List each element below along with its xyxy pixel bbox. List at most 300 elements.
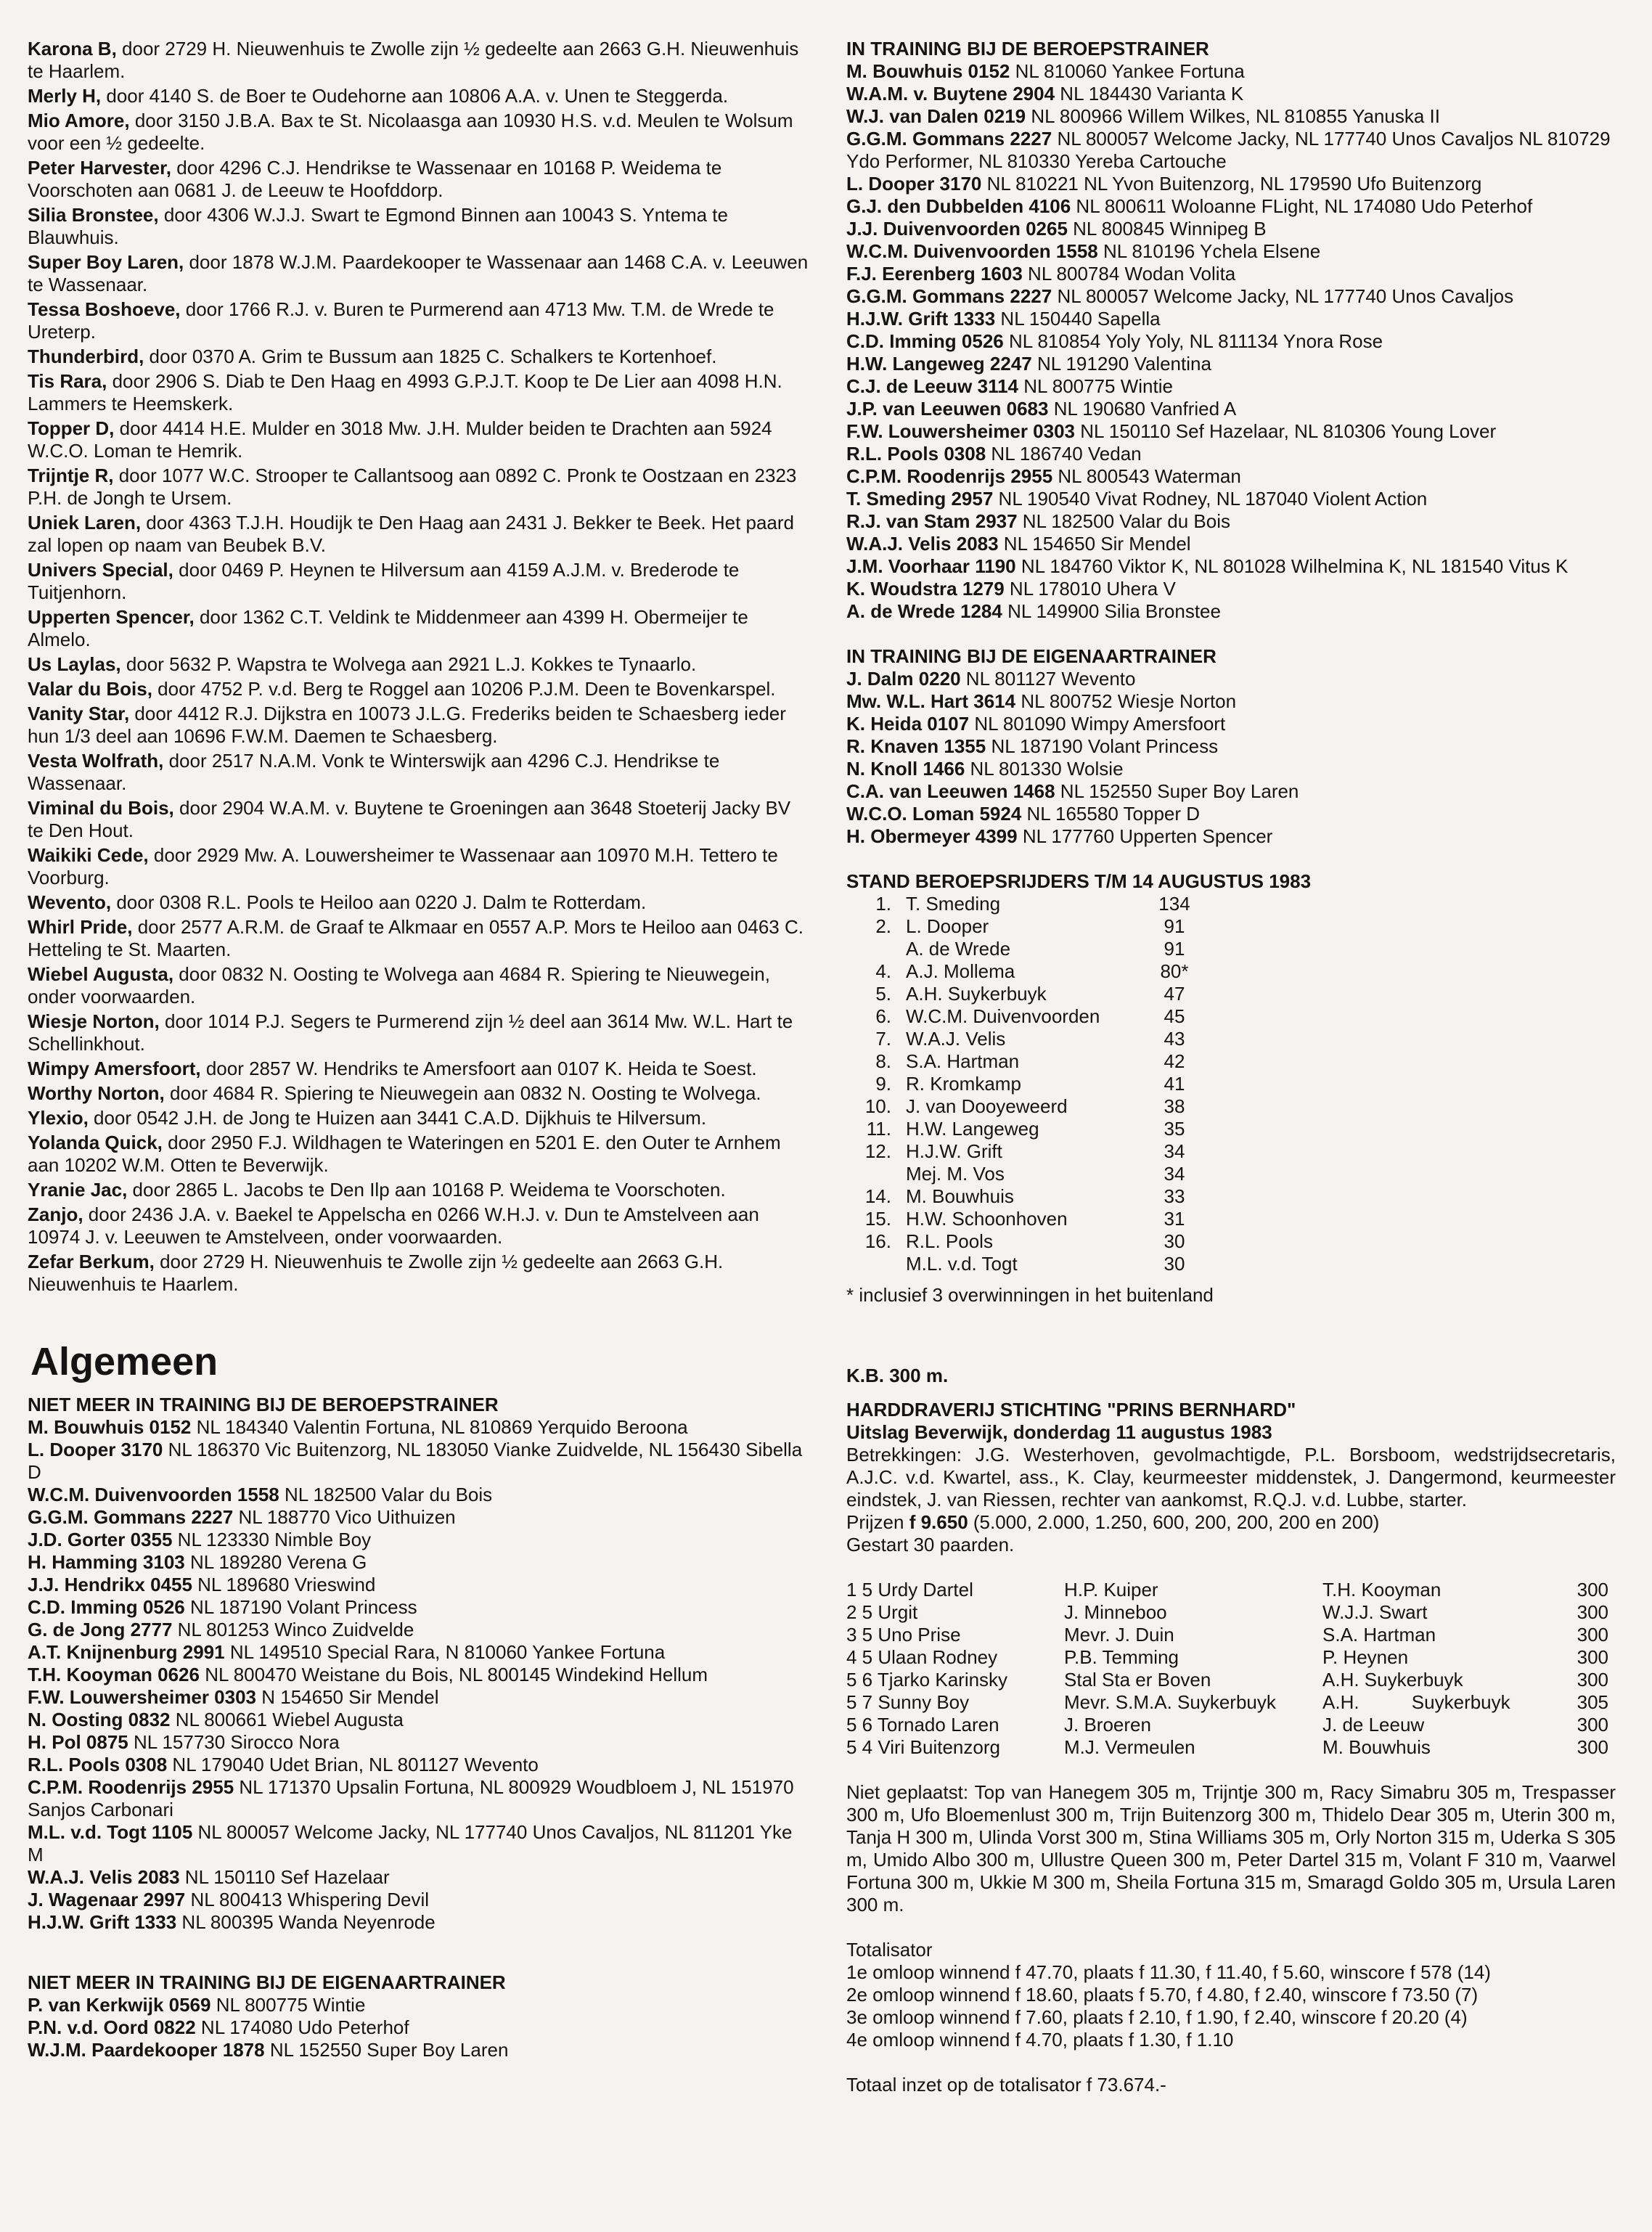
entry-text: door 2436 J.A. v. Baekel te Appelscha en 0266 W.H.J. v. Dun te Amstelveen aan 10974 J. v. Leeuwen te Amstelveen, onder voorwaarden. bbox=[28, 1203, 759, 1248]
entry bbox=[28, 1251, 811, 1296]
result-distance: 305 bbox=[1577, 1691, 1608, 1713]
totaal-inzet: Totaal inzet op de totalisator f 73.674.- bbox=[846, 2074, 1166, 2096]
entry-text: NL 188770 Vico Uithuizen bbox=[233, 1506, 456, 1528]
entry-text: NL 801090 Wimpy Amersfoort bbox=[969, 713, 1226, 735]
entry bbox=[28, 703, 811, 748]
entry bbox=[28, 1731, 811, 1754]
entry-text: NL 152550 Super Boy Laren bbox=[1055, 780, 1299, 802]
entry-text: NL 800775 Wintie bbox=[210, 1994, 366, 2016]
stand-row bbox=[846, 1118, 1203, 1140]
entry-name: J. Dalm 0220 bbox=[846, 668, 961, 690]
entry bbox=[28, 1132, 811, 1177]
result-driver: J. Minneboo bbox=[1064, 1601, 1167, 1623]
entry bbox=[28, 750, 811, 795]
stand-points: 42 bbox=[1164, 1050, 1185, 1072]
entry bbox=[846, 825, 1616, 848]
entry-name: Wimpy Amersfoort, bbox=[28, 1058, 201, 1079]
beroepstrainer-list bbox=[846, 60, 1616, 623]
entry-text: door 4414 H.E. Mulder en 3018 Mw. J.H. Mulder beiden te Drachten aan 5924 W.C.O. Loman te Hemrik. bbox=[28, 417, 772, 462]
entry-name: Waikiki Cede, bbox=[28, 844, 149, 866]
entry bbox=[28, 110, 811, 155]
entry-name: K. Woudstra 1279 bbox=[846, 578, 1005, 600]
stand-rider: L. Dooper bbox=[906, 915, 989, 937]
entry-name: J.J. Hendrikx 0455 bbox=[28, 1574, 192, 1595]
entry-text: NL 810060 Yankee Fortuna bbox=[1010, 60, 1245, 82]
entry-name: Thunderbird, bbox=[28, 346, 144, 367]
ownership-transfers-list bbox=[28, 38, 811, 1296]
stand-position: 7. bbox=[875, 1028, 891, 1050]
entry-name: G.G.M. Gommans 2227 bbox=[846, 285, 1052, 307]
entry-text: NL 189280 Verena G bbox=[184, 1551, 367, 1573]
result-trainer: J. de Leeuw bbox=[1322, 1714, 1425, 1736]
entry-text: NL 189680 Vrieswind bbox=[192, 1574, 376, 1595]
entry-name: J.J. Duivenvoorden 0265 bbox=[846, 218, 1068, 240]
entry-name: Wiesje Norton, bbox=[28, 1010, 160, 1032]
totalisator-line: 2e omloop winnend f 18.60, plaats f 5.70, f 4.80, f 2.40, winscore f 73.50 (7) bbox=[846, 1984, 1479, 2006]
entry-text: door 2929 Mw. A. Louwersheimer te Wassenaar aan 10970 M.H. Tettero te Voorburg. bbox=[28, 844, 778, 888]
stand-row bbox=[846, 1185, 1203, 1208]
entry bbox=[846, 510, 1616, 533]
prizes-label: Prijzen bbox=[846, 1511, 909, 1533]
entry bbox=[28, 1641, 811, 1664]
entry-name: M. Bouwhuis 0152 bbox=[846, 60, 1010, 82]
entry-name: M. Bouwhuis 0152 bbox=[28, 1416, 192, 1438]
entry-text: door 4752 P. v.d. Berg te Roggel aan 10206 P.J.M. Deen te Bovenkarspel. bbox=[152, 678, 776, 700]
result-driver: M.J. Vermeulen bbox=[1064, 1736, 1195, 1758]
result-horse: 5 7 Sunny Boy bbox=[846, 1691, 970, 1713]
result-horse: 5 6 Tornado Laren bbox=[846, 1714, 999, 1736]
entry bbox=[28, 1776, 811, 1821]
entry-name: G. de Jong 2777 bbox=[28, 1619, 173, 1640]
stand-position: 9. bbox=[875, 1073, 891, 1095]
stand-rider: J. van Dooyeweerd bbox=[906, 1095, 1068, 1117]
stand-heading: STAND BEROEPSRIJDERS T/M 14 AUGUSTUS 1983 bbox=[846, 870, 1312, 892]
entry bbox=[28, 916, 811, 961]
entry-name: Yolanda Quick, bbox=[28, 1132, 163, 1153]
entry-text: NL 800966 Willem Wilkes, NL 810855 Yanuska II bbox=[1026, 105, 1440, 127]
entry-name: F.W. Louwersheimer 0303 bbox=[28, 1686, 257, 1708]
entry bbox=[846, 173, 1616, 195]
entry-text: NL 810196 Ychela Elsene bbox=[1097, 240, 1321, 262]
result-trainer: A.H. Suykerbuyk bbox=[1322, 1691, 1510, 1713]
entry-text: NL 800611 Woloanne FLight, NL 174080 Udo Peterhof bbox=[1071, 195, 1533, 217]
entry bbox=[846, 285, 1616, 308]
entry-text: door 4412 R.J. Dijkstra en 10073 J.L.G. Frederiks beiden te Schaesberg ieder hun 1/3 deel aan 10696 F.W.M. Daemen te Schaesberg. bbox=[28, 703, 786, 747]
entry-text: NL 184760 Viktor K, NL 801028 Wilhelmina K, NL 181540 Vitus K bbox=[1015, 555, 1569, 577]
stand-points: 30 bbox=[1164, 1230, 1185, 1252]
entry-text: NL 800470 Weistane du Bois, NL 800145 Windekind Hellum bbox=[199, 1664, 708, 1685]
entry-text: NL 800057 Welcome Jacky, NL 177740 Unos Cavaljos bbox=[1052, 285, 1514, 307]
entry bbox=[28, 1596, 811, 1619]
entry-text: NL 149900 Silia Bronstee bbox=[1002, 600, 1221, 622]
stand-rider: W.C.M. Duivenvoorden bbox=[906, 1005, 1100, 1027]
entry-name: C.J. de Leeuw 3114 bbox=[846, 375, 1019, 397]
result-horse: 1 5 Urdy Dartel bbox=[846, 1579, 973, 1601]
stand-points: 31 bbox=[1164, 1208, 1185, 1230]
result-horse: 4 5 Ulaan Rodney bbox=[846, 1646, 998, 1668]
entry-text: NL 186740 Vedan bbox=[986, 443, 1142, 465]
entry-name: Tis Rara, bbox=[28, 370, 107, 392]
entry bbox=[846, 83, 1616, 105]
entry bbox=[28, 1619, 811, 1641]
section-heading-algemeen: Algemeen bbox=[30, 1340, 218, 1383]
entry-text: NL 187190 Volant Princess bbox=[184, 1596, 417, 1618]
entry bbox=[846, 465, 1616, 488]
stand-rider: A. de Wrede bbox=[906, 938, 1011, 960]
entry-name: W.C.M. Duivenvoorden 1558 bbox=[28, 1484, 279, 1505]
entry-name: A. de Wrede 1284 bbox=[846, 600, 1002, 622]
entry bbox=[28, 1439, 811, 1484]
entry bbox=[28, 1203, 811, 1248]
entry-text: NL 800057 Welcome Jacky, NL 177740 Unos Cavaljos, NL 811201 Yke M bbox=[28, 1821, 793, 1865]
stand-position bbox=[846, 1163, 906, 1185]
entry-name: Zanjo, bbox=[28, 1203, 83, 1225]
entry-name: Peter Harvester, bbox=[28, 157, 172, 179]
stand-points: 134 bbox=[1158, 893, 1190, 915]
stand-row bbox=[846, 1163, 1203, 1185]
entry-name: Univers Special, bbox=[28, 559, 173, 581]
stand-rider: R. Kromkamp bbox=[906, 1073, 1021, 1095]
entry-name: R.J. van Stam 2937 bbox=[846, 510, 1018, 532]
stand-rider: H.W. Schoonhoven bbox=[906, 1208, 1068, 1230]
entry bbox=[28, 1994, 811, 2016]
entry bbox=[28, 1484, 811, 1506]
result-row bbox=[846, 1691, 1608, 1714]
entry bbox=[28, 346, 811, 368]
entry-name: R.L. Pools 0308 bbox=[846, 443, 986, 465]
entry-text: NL 178010 Uhera V bbox=[1004, 578, 1176, 600]
stand-points: 33 bbox=[1164, 1185, 1185, 1207]
entry-name: J.P. van Leeuwen 0683 bbox=[846, 398, 1049, 420]
entry-name: W.J. van Dalen 0219 bbox=[846, 105, 1026, 127]
entry-text: NL 187190 Volant Princess bbox=[986, 735, 1219, 757]
entry-name: W.C.M. Duivenvoorden 1558 bbox=[846, 240, 1098, 262]
subheading-niet-meer-eigenaar: NIET MEER IN TRAINING BIJ DE EIGENAARTRAINER bbox=[28, 1971, 506, 1993]
entry-text: door 0832 N. Oosting te Wolvega aan 4684 R. Spiering te Nieuwegein, onder voorwaarden. bbox=[28, 963, 770, 1007]
stand-position: 15. bbox=[864, 1208, 891, 1230]
entry bbox=[846, 600, 1616, 623]
result-row bbox=[846, 1669, 1608, 1691]
entry bbox=[846, 533, 1616, 555]
result-horse: 3 5 Uno Prise bbox=[846, 1624, 961, 1646]
entry-text: door 4140 S. de Boer te Oudehorne aan 10806 A.A. v. Unen te Steggerda. bbox=[101, 85, 729, 107]
entry-text: NL 150110 Sef Hazelaar, NL 810306 Young Lover bbox=[1075, 420, 1497, 442]
stand-points: 41 bbox=[1164, 1073, 1185, 1095]
entry-name: H. Hamming 3103 bbox=[28, 1551, 185, 1573]
entry-name: Vanity Star, bbox=[28, 703, 130, 724]
entry-name: G.J. den Dubbelden 4106 bbox=[846, 195, 1071, 217]
entry-text: door 2857 W. Hendriks te Amersfoort aan 0107 K. Heida te Soest. bbox=[200, 1058, 757, 1079]
entry bbox=[28, 1058, 811, 1080]
result-horse: 2 5 Urgit bbox=[846, 1601, 918, 1623]
entry-name: H.J.W. Grift 1333 bbox=[28, 1911, 177, 1933]
result-trainer: M. Bouwhuis bbox=[1322, 1736, 1431, 1758]
entry bbox=[28, 1010, 811, 1055]
stand-row bbox=[846, 1095, 1203, 1118]
entry bbox=[846, 420, 1616, 443]
entry-name: A.T. Knijnenburg 2991 bbox=[28, 1641, 225, 1663]
entry-name: P. van Kerkwijk 0569 bbox=[28, 1994, 211, 2016]
totalisator-lines bbox=[846, 1961, 1616, 2051]
entry bbox=[846, 780, 1616, 803]
entry-text: door 2950 F.J. Wildhagen te Wateringen en 5201 E. den Outer te Arnhem aan 10202 W.M. Otten te Beverwijk. bbox=[28, 1132, 781, 1176]
entry-text: door 5632 P. Wapstra te Wolvega aan 2921 L.J. Kokkes te Tynaarlo. bbox=[120, 653, 697, 675]
entry-text: door 1766 R.J. v. Buren te Purmerend aan 4713 Mw. T.M. de Wrede te Ureterp. bbox=[28, 298, 774, 343]
stand-rider: A.H. Suykerbuyk bbox=[906, 983, 1047, 1005]
stand-points: 47 bbox=[1164, 983, 1185, 1005]
entry-text: NL 801253 Winco Zuidvelde bbox=[172, 1619, 414, 1640]
result-distance: 300 bbox=[1577, 1624, 1608, 1646]
subheading-niet-meer-beroeps: NIET MEER IN TRAINING BIJ DE BEROEPSTRAINER bbox=[28, 1394, 499, 1415]
stand-row bbox=[846, 983, 1203, 1005]
entry-name: H.J.W. Grift 1333 bbox=[846, 308, 996, 330]
entry-name: Yranie Jac, bbox=[28, 1179, 128, 1201]
stand-position: 14. bbox=[864, 1185, 891, 1207]
entry bbox=[28, 370, 811, 415]
entry-name: Viminal du Bois, bbox=[28, 797, 174, 819]
niet-meer-eigenaar-list bbox=[28, 1994, 811, 2061]
entry-name: J.M. Voorhaar 1190 bbox=[846, 555, 1016, 577]
result-row bbox=[846, 1646, 1608, 1669]
stand-row bbox=[846, 960, 1203, 983]
entry bbox=[846, 105, 1616, 128]
stand-points: 91 bbox=[1164, 915, 1185, 937]
stand-row bbox=[846, 938, 1203, 960]
entry bbox=[846, 668, 1616, 690]
entry-text: NL 800057 Welcome Jacky, NL 177740 Unos Cavaljos NL 810729 Ydo Performer, NL 810330 Yereba Cartouche bbox=[846, 128, 1611, 172]
stand-rider: R.L. Pools bbox=[906, 1230, 993, 1252]
entry-text: NL 184430 Varianta K bbox=[1055, 83, 1244, 105]
entry bbox=[28, 844, 811, 889]
entry-name: Upperten Spencer, bbox=[28, 606, 195, 628]
entry-name: L. Dooper 3170 bbox=[846, 173, 982, 195]
race-prizes bbox=[846, 1511, 1616, 1534]
entry bbox=[28, 1529, 811, 1551]
stand-position: 6. bbox=[875, 1005, 891, 1027]
entry-text: NL 810854 Yoly Yoly, NL 811134 Ynora Rose bbox=[1003, 330, 1383, 352]
subheading-beroepstrainer: IN TRAINING BIJ DE BEROEPSTRAINER bbox=[846, 38, 1209, 60]
result-driver: J. Broeren bbox=[1064, 1714, 1151, 1736]
entry bbox=[28, 963, 811, 1008]
stand-position: 4. bbox=[875, 960, 891, 982]
entry-text: door 1362 C.T. Veldink te Middenmeer aan 4399 H. Obermeijer te Almelo. bbox=[28, 606, 748, 650]
entry-text: NL 184340 Valentin Fortuna, NL 810869 Yerquido Beroona bbox=[191, 1416, 688, 1438]
prizes-detail: (5.000, 2.000, 1.250, 600, 200, 200, 200 en 200) bbox=[968, 1511, 1380, 1533]
entry-text: door 1077 W.C. Strooper te Callantsoog aan 0892 C. Pronk te Oostzaan en 2323 P.H. de Jongh te Ursem. bbox=[28, 465, 797, 509]
entry bbox=[28, 298, 811, 343]
entry-name: H. Pol 0875 bbox=[28, 1731, 128, 1753]
entry-name: Vesta Wolfrath, bbox=[28, 750, 164, 772]
stand-position: 11. bbox=[866, 1118, 891, 1140]
totalisator-line: 3e omloop winnend f 7.60, plaats f 2.10, f 1.90, f 2.40, winscore f 20.20 (4) bbox=[846, 2006, 1468, 2028]
entry bbox=[846, 803, 1616, 825]
result-trainer: S.A. Hartman bbox=[1322, 1624, 1436, 1646]
entry bbox=[28, 1709, 811, 1731]
entry bbox=[846, 195, 1616, 218]
results-table bbox=[846, 1579, 1608, 1759]
entry bbox=[28, 653, 811, 676]
entry-name: T.H. Kooyman 0626 bbox=[28, 1664, 200, 1685]
entry bbox=[846, 443, 1616, 465]
entry-name: J.D. Gorter 0355 bbox=[28, 1529, 173, 1550]
entry-text: door 0370 A. Grim te Bussum aan 1825 C. Schalkers te Kortenhoef. bbox=[144, 346, 717, 367]
entry-text: NL 150440 Sapella bbox=[995, 308, 1161, 330]
entry-text: NL 191290 Valentina bbox=[1031, 353, 1211, 375]
entry-name: W.A.J. Velis 2083 bbox=[28, 1866, 180, 1888]
stand-row bbox=[846, 1253, 1203, 1275]
entry-text: door 4296 C.J. Hendrikse te Wassenaar en 10168 P. Weidema te Voorschoten aan 0681 J. de Leeuw te Hoofddorp. bbox=[28, 157, 722, 201]
entry-text: NL 800775 Wintie bbox=[1018, 375, 1173, 397]
entry-text: NL 800543 Waterman bbox=[1052, 465, 1241, 487]
entry bbox=[846, 713, 1616, 735]
entry-text: NL 174080 Udo Peterhof bbox=[195, 2016, 409, 2038]
course-distance: K.B. 300 m. bbox=[846, 1365, 949, 1386]
entry-text: door 2517 N.A.M. Vonk te Winterswijk aan 4296 C.J. Hendrikse te Wassenaar. bbox=[28, 750, 720, 794]
result-distance: 300 bbox=[1577, 1669, 1608, 1691]
entry-name: W.J.M. Paardekooper 1878 bbox=[28, 2039, 265, 2061]
entry-text: NL 182500 Valar du Bois bbox=[279, 1484, 493, 1505]
subheading-eigenaartrainer: IN TRAINING BIJ DE EIGENAARTRAINER bbox=[846, 645, 1216, 667]
niet-meer-beroeps-list bbox=[28, 1416, 811, 1934]
entry-name: C.P.M. Roodenrijs 2955 bbox=[846, 465, 1053, 487]
stand-row bbox=[846, 1050, 1203, 1073]
entry bbox=[846, 128, 1616, 173]
entry bbox=[28, 1866, 811, 1889]
race-started: Gestart 30 paarden. bbox=[846, 1534, 1015, 1556]
stand-position: 1. bbox=[875, 893, 891, 915]
stand-points: 35 bbox=[1164, 1118, 1185, 1140]
entry-name: Super Boy Laren, bbox=[28, 251, 184, 273]
race-title: HARDDRAVERIJ STICHTING "PRINS BERNHARD" bbox=[846, 1399, 1296, 1420]
entry bbox=[846, 308, 1616, 330]
stand-position: 16. bbox=[864, 1230, 891, 1252]
entry-name: F.J. Eerenberg 1603 bbox=[846, 263, 1023, 285]
stand-rider: H.J.W. Grift bbox=[906, 1140, 1002, 1162]
stand-table bbox=[846, 893, 1203, 1275]
entry-name: R. Knaven 1355 bbox=[846, 735, 986, 757]
entry bbox=[846, 330, 1616, 353]
entry bbox=[28, 2039, 811, 2061]
entry bbox=[28, 157, 811, 202]
result-distance: 300 bbox=[1577, 1579, 1608, 1601]
entry-name: N. Oosting 0832 bbox=[28, 1709, 171, 1730]
entry-text: door 4363 T.J.H. Houdijk te Den Haag aan 2431 J. Bekker te Beek. Het paard zal lopen op naam van Beubek B.V. bbox=[28, 512, 795, 556]
entry-name: Topper D, bbox=[28, 417, 115, 439]
entry-text: NL 190680 Vanfried A bbox=[1048, 398, 1237, 420]
entry-text: NL 800845 Winnipeg B bbox=[1067, 218, 1267, 240]
stand-points: 43 bbox=[1164, 1028, 1185, 1050]
entry-name: Karona B, bbox=[28, 38, 117, 60]
entry-text: NL 165580 Topper D bbox=[1021, 803, 1201, 825]
entry bbox=[28, 1179, 811, 1201]
entry bbox=[846, 375, 1616, 398]
stand-rider: Mej. M. Vos bbox=[906, 1163, 1005, 1185]
entry bbox=[846, 263, 1616, 285]
stand-footnote: * inclusief 3 overwinningen in het buitenland bbox=[846, 1284, 1214, 1306]
stand-points: 91 bbox=[1164, 938, 1185, 960]
entry bbox=[28, 1082, 811, 1105]
totalisator-line: 4e omloop winnend f 4.70, plaats f 1.30, f 1.10 bbox=[846, 2029, 1234, 2051]
entry-text: door 0469 P. Heynen te Hilversum aan 4159 A.J.M. v. Brederode te Tuitjenhorn. bbox=[28, 559, 740, 603]
entry bbox=[28, 1416, 811, 1439]
result-horse: 5 4 Viri Buitenzorg bbox=[846, 1736, 1000, 1758]
entry-name: C.D. Imming 0526 bbox=[28, 1596, 185, 1618]
entry bbox=[28, 2016, 811, 2039]
entry-name: M.L. v.d. Togt 1105 bbox=[28, 1821, 193, 1843]
entry bbox=[28, 559, 811, 604]
stand-position: 10. bbox=[864, 1095, 891, 1117]
entry bbox=[846, 555, 1616, 578]
entry-name: Ylexio, bbox=[28, 1107, 89, 1129]
result-driver: Mevr. J. Duin bbox=[1064, 1624, 1174, 1646]
entry bbox=[28, 1686, 811, 1709]
stand-position: 12. bbox=[864, 1140, 891, 1162]
entry bbox=[28, 1911, 811, 1934]
entry-text: door 2865 L. Jacobs te Den Ilp aan 10168 P. Weidema te Voorschoten. bbox=[127, 1179, 726, 1201]
entry bbox=[28, 1889, 811, 1911]
entry-name: H.W. Langeweg 2247 bbox=[846, 353, 1032, 375]
stand-position bbox=[846, 1253, 906, 1275]
entry-text: NL 157730 Sirocco Nora bbox=[128, 1731, 340, 1753]
entry-name: F.W. Louwersheimer 0303 bbox=[846, 420, 1076, 442]
stand-position: 2. bbox=[875, 915, 891, 937]
entry-name: W.A.J. Velis 2083 bbox=[846, 533, 999, 555]
entry bbox=[28, 797, 811, 842]
entry-text: door 4306 W.J.J. Swart te Egmond Binnen aan 10043 S. Yntema te Blauwhuis. bbox=[28, 204, 728, 248]
stand-row bbox=[846, 893, 1203, 915]
result-distance: 300 bbox=[1577, 1646, 1608, 1668]
stand-row bbox=[846, 1073, 1203, 1095]
entry-text: door 0308 R.L. Pools te Heiloo aan 0220 J. Dalm te Rotterdam. bbox=[111, 891, 647, 913]
entry-name: Us Laylas, bbox=[28, 653, 121, 675]
entry-name: C.D. Imming 0526 bbox=[846, 330, 1004, 352]
result-trainer: T.H. Kooyman bbox=[1322, 1579, 1442, 1601]
totalisator-line: 1e omloop winnend f 47.70, plaats f 11.30, f 11.40, f 5.60, winscore f 578 (14) bbox=[846, 1961, 1491, 1983]
stand-row bbox=[846, 1140, 1203, 1163]
stand-row bbox=[846, 915, 1203, 938]
stand-rider: M. Bouwhuis bbox=[906, 1185, 1014, 1207]
entry-name: H. Obermeyer 4399 bbox=[846, 825, 1018, 847]
result-distance: 300 bbox=[1577, 1601, 1608, 1623]
entry bbox=[28, 606, 811, 651]
result-horse: 5 6 Tjarko Karinsky bbox=[846, 1669, 1008, 1691]
result-row bbox=[846, 1714, 1608, 1736]
entry bbox=[846, 578, 1616, 600]
entry-text: NL 152550 Super Boy Laren bbox=[264, 2039, 509, 2061]
entry bbox=[846, 240, 1616, 263]
entry-name: P.N. v.d. Oord 0822 bbox=[28, 2016, 196, 2038]
entry-text: NL 171370 Upsalin Fortuna, NL 800929 Woudbloem J, NL 151970 Sanjos Carbonari bbox=[28, 1776, 794, 1820]
stand-row bbox=[846, 1005, 1203, 1028]
entry-text: door 0542 J.H. de Jong te Huizen aan 3441 C.A.D. Dijkhuis te Hilversum. bbox=[88, 1107, 707, 1129]
entry bbox=[846, 353, 1616, 375]
entry-text: door 2904 W.A.M. v. Buytene te Groeningen aan 3648 Stoeterij Jacky BV te Den Hout. bbox=[28, 797, 791, 841]
stand-rider: T. Smeding bbox=[906, 893, 1001, 915]
entry-text: NL 810221 NL Yvon Buitenzorg, NL 179590 Ufo Buitenzorg bbox=[981, 173, 1482, 195]
entry bbox=[846, 758, 1616, 780]
eigenaartrainer-list bbox=[846, 668, 1616, 848]
result-driver: H.P. Kuiper bbox=[1064, 1579, 1158, 1601]
entry-name: N. Knoll 1466 bbox=[846, 758, 965, 780]
stand-position: 8. bbox=[875, 1050, 891, 1072]
result-trainer: W.J.J. Swart bbox=[1322, 1601, 1428, 1623]
stand-row bbox=[846, 1028, 1203, 1050]
niet-geplaatst: Niet geplaatst: Top van Hanegem 305 m, Trijntje 300 m, Racy Simabru 305 m, Trespasser 300 m, Ufo Bloemenlust 300 m, Trijn Buitenzorg 300 m, Thidelo Dear 305 m, Uterin 300 m, Tanja H 300 m, Ulinda Vorst 300 m, Stina Williams 305 m, Orly Norton 315 m, Uderka S 305 m, Umido Albo 300 m, Ullustre Queen 300 m, Peter Dartel 315 m, Volant F 310 m, Vaarwel Fortuna 300 m, Ukkie M 300 m, Sheila Fortuna 315 m, Smaragd Goldo 305 m, Ursula Laren 300 m. bbox=[846, 1781, 1616, 1916]
entry-text: NL 149510 Special Rara, N 810060 Yankee Fortuna bbox=[224, 1641, 666, 1663]
stand-rider: A.J. Mollema bbox=[906, 960, 1015, 982]
stand-position: 5. bbox=[875, 983, 891, 1005]
entry bbox=[28, 251, 811, 296]
